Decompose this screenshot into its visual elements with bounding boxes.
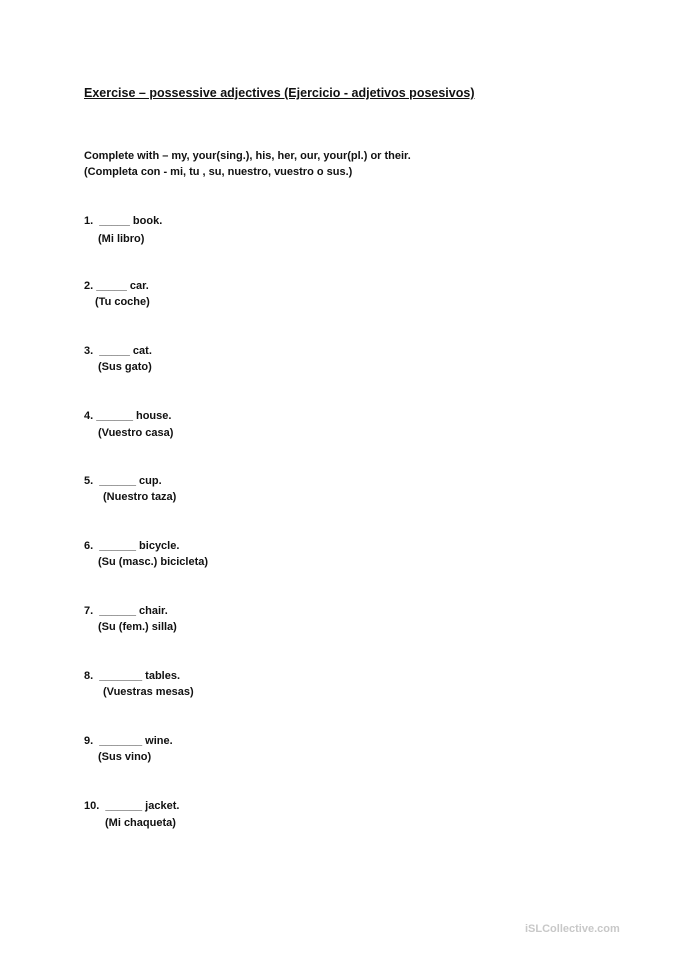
exercise-item: 2. _____ car. <box>84 280 149 292</box>
exercise-translation: (Vuestro casa) <box>98 427 174 439</box>
exercise-translation: (Mi libro) <box>98 233 145 245</box>
exercise-item: 7. ______ chair. <box>84 605 168 617</box>
exercise-translation: (Su (fem.) silla) <box>98 621 177 633</box>
exercise-item: 3. _____ cat. <box>84 345 152 357</box>
instruction-spanish: (Completa con - mi, tu , su, nuestro, vuestro o sus.) <box>84 166 353 178</box>
exercise-translation: (Sus vino) <box>98 751 152 763</box>
exercise-item: 4. ______ house. <box>84 410 172 422</box>
instruction-english: Complete with – my, your(sing.), his, her, our, your(pl.) or their. <box>84 150 411 162</box>
exercise-item: 1. _____ book. <box>84 215 163 227</box>
exercise-item: 8. _______ tables. <box>84 670 181 682</box>
watermark: iSLCollective.com <box>525 923 620 935</box>
exercise-translation: (Tu coche) <box>95 296 150 308</box>
exercise-translation: (Sus gato) <box>98 361 152 373</box>
exercise-item: 5. ______ cup. <box>84 475 162 487</box>
exercise-item: 10. ______ jacket. <box>84 800 180 812</box>
worksheet-title: Exercise – possessive adjectives (Ejercicio - adjetivos posesivos) <box>84 86 475 100</box>
exercise-item: 6. ______ bicycle. <box>84 540 180 552</box>
exercise-translation: (Vuestras mesas) <box>103 686 194 698</box>
exercise-translation: (Mi chaqueta) <box>105 817 176 829</box>
exercise-item: 9. _______ wine. <box>84 735 173 747</box>
exercise-translation: (Nuestro taza) <box>103 491 177 503</box>
exercise-translation: (Su (masc.) bicicleta) <box>98 556 209 568</box>
